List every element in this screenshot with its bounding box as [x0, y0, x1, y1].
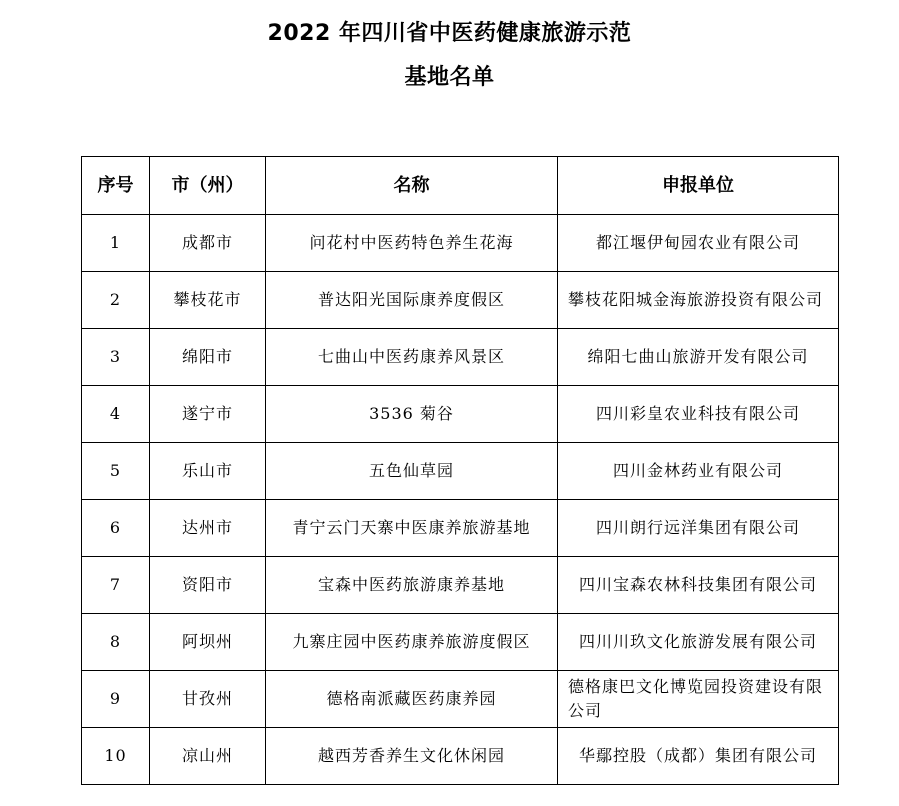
cell-name: 宝森中医药旅游康养基地: [266, 557, 558, 614]
cell-city: 资阳市: [150, 557, 266, 614]
cell-applicant-unit: 绵阳七曲山旅游开发有限公司: [558, 329, 839, 386]
cell-city: 绵阳市: [150, 329, 266, 386]
table-row: [82, 272, 839, 329]
cell-serial-number: 3: [82, 329, 150, 386]
cell-serial-number: 5: [82, 443, 150, 500]
cell-serial-number: 9: [82, 671, 150, 728]
table-row: [82, 614, 839, 671]
cell-applicant-unit: 四川宝森农林科技集团有限公司: [558, 557, 839, 614]
table-row: [82, 215, 839, 272]
table-row: [82, 728, 839, 785]
header-city: 市（州）: [150, 157, 266, 215]
cell-serial-number: 4: [82, 386, 150, 443]
table-row: [82, 671, 839, 728]
cell-serial-number: 1: [82, 215, 150, 272]
table-row: [82, 386, 839, 443]
cell-applicant-unit: 德格康巴文化博览园投资建设有限公司: [558, 671, 839, 728]
cell-name: 德格南派藏医药康养园: [266, 671, 558, 728]
table-row: [82, 329, 839, 386]
table-row: [82, 443, 839, 500]
cell-name: 九寨庄园中医药康养旅游度假区: [266, 614, 558, 671]
cell-city: 达州市: [150, 500, 266, 557]
cell-city: 成都市: [150, 215, 266, 272]
cell-name: 七曲山中医药康养风景区: [266, 329, 558, 386]
cell-city: 乐山市: [150, 443, 266, 500]
cell-applicant-unit: 华鄢控股（成都）集团有限公司: [558, 728, 839, 785]
table-row: [82, 500, 839, 557]
cell-name: 问花村中医药特色养生花海: [266, 215, 558, 272]
cell-applicant-unit: 攀枝花阳城金海旅游投资有限公司: [558, 272, 839, 329]
table-row: [82, 557, 839, 614]
cell-applicant-unit: 四川金林药业有限公司: [558, 443, 839, 500]
cell-name: 越西芳香养生文化休闲园: [266, 728, 558, 785]
cell-serial-number: 6: [82, 500, 150, 557]
cell-serial-number: 2: [82, 272, 150, 329]
header-serial-number: 序号: [82, 157, 150, 215]
cell-applicant-unit: 都江堰伊甸园农业有限公司: [558, 215, 839, 272]
cell-city: 凉山州: [150, 728, 266, 785]
demonstration-base-table: [81, 156, 839, 785]
cell-serial-number: 8: [82, 614, 150, 671]
table-header-row: [82, 157, 839, 215]
document-title-line1: 2022 年四川省中医药健康旅游示范: [267, 21, 632, 46]
cell-applicant-unit: 四川朗行远洋集团有限公司: [558, 500, 839, 557]
cell-name: 青宁云门天寨中医康养旅游基地: [266, 500, 558, 557]
cell-city: 甘孜州: [150, 671, 266, 728]
cell-applicant-unit: 四川彩皇农业科技有限公司: [558, 386, 839, 443]
cell-name: 普达阳光国际康养度假区: [266, 272, 558, 329]
cell-name: 3536 菊谷: [266, 386, 558, 443]
cell-city: 遂宁市: [150, 386, 266, 443]
header-name: 名称: [266, 157, 558, 215]
cell-city: 攀枝花市: [150, 272, 266, 329]
cell-serial-number: 7: [82, 557, 150, 614]
cell-name: 五色仙草园: [266, 443, 558, 500]
cell-serial-number: 10: [82, 728, 150, 785]
document-title-line2: 基地名单: [404, 65, 495, 90]
cell-city: 阿坝州: [150, 614, 266, 671]
header-applicant-unit: 申报单位: [558, 157, 839, 215]
cell-applicant-unit: 四川川玖文化旅游发展有限公司: [558, 614, 839, 671]
